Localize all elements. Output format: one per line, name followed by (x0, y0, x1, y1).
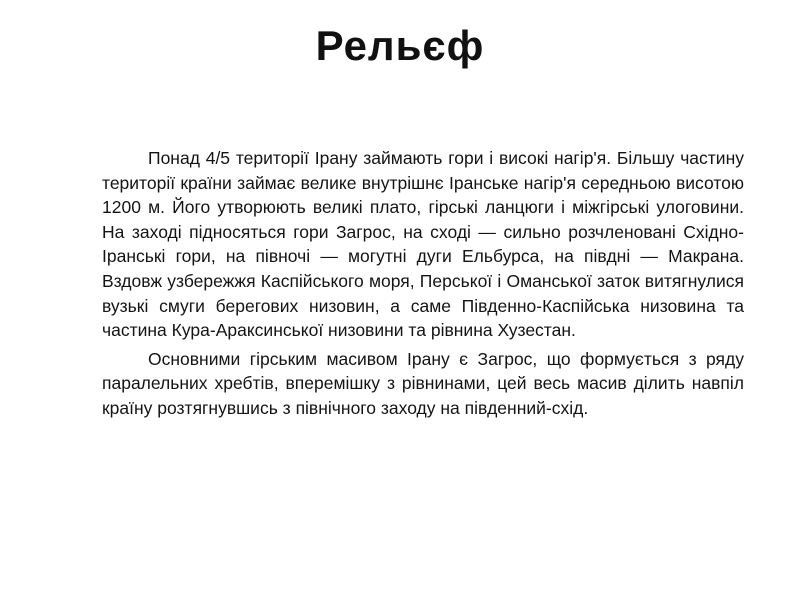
paragraph-zagros: Основними гірським масивом Ірану є Загрос, що формується з ряду паралельних хребтів, вперемішку з рівнинами, цей весь масив ділить навпіл країну розтягнувшись з північного заходу на південний-схід. (102, 348, 744, 418)
paragraph-relief-overview: Понад 4/5 території Ірану займають гори і високі нагір'я. Більшу частину території країни займає велике внутрішнє Іранське нагір'я середньою висотою 1200 м. Його утворюють великі плато, гірські ланцюги і міжгірські улоговини. На заході підносяться гори Загрос, на сході — сильно розчленовані Східно-Іранські гори, на півночі — могутні дуги Ельбурса, на півдні — Макрана. Вздовж узбережжя Каспійського моря, Перської і Оманської заток витягнулися вузькі смуги берегових низовин, а саме Південно-Каспійська низовина та частина Кура-Араксинської низовини та рівнина Хузестан. (102, 148, 744, 341)
slide-body (102, 146, 744, 421)
slide-title: Рельєф (315, 22, 485, 69)
